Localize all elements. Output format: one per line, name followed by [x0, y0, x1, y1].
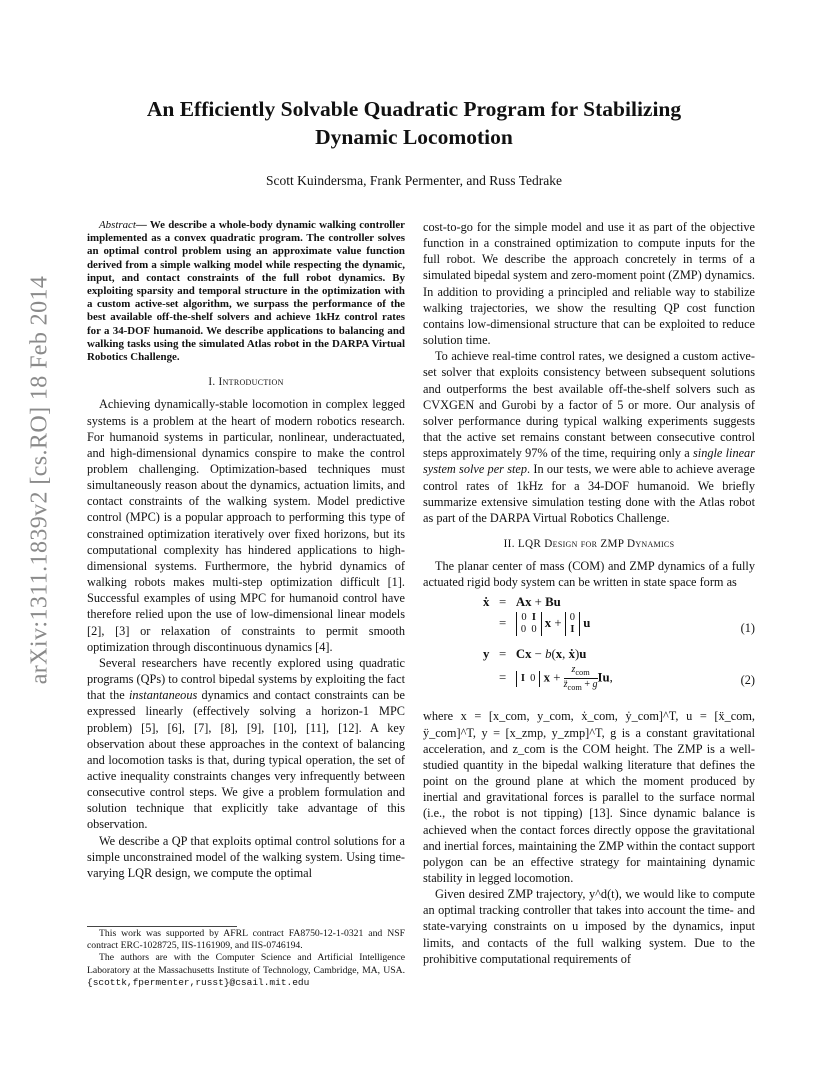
- abstract: [87, 219, 405, 364]
- equation-state-line-2: = 0 I 0 0 x + 0 I u: [483, 612, 591, 636]
- abstract-text: — We describe a whole-body dynamic walking controller implemented as a convex quadratic program. The controller solves an optimal control problem using an approximate value function derived from a simple walking model while respecting the dynamic, input, and contact constraints of the full robot dynamics. By exploiting sparsity and temporal structure in the optimization with a custom active-set algorithm, we surpass the performance of the best available off-the-shelf solvers and achieve 1kHz control rates for a 34-DOF humanoid. We describe applications to balancing and walking tasks using the simulated Atlas robot in the DARPA Virtual Robotics Challenge.: [87, 219, 405, 364]
- left-column: [87, 219, 405, 881]
- paper-title: [60, 95, 768, 151]
- lqr-paragraph-2: where x = [x_com, y_com, ẋ_com, ẏ_com]^T, u = [ẍ_com, ÿ_com]^T, y = [x_zmp, y_zmp]^T, g is a constant gravitational acceleration, and z_com is the COM height. The ZMP is a well-studied quantity in the bipedal walking literature that defines the point on the ground plane at which the moment produced by inertial and gravitational forces is parallel to the surface normal (i.e., the robot is not tipping) [13]. Since dynamic balance is achieved when the contact forces directly oppose the gravitational and inertial forces, maintaining the ZMP within the contact support polygon can be an effective strategy for maintaining dynamic stability in legged locomotion.: [423, 709, 755, 885]
- arxiv-watermark: [26, 275, 53, 685]
- footnotes: [87, 928, 405, 989]
- right-paragraph-2: To achieve real-time control rates, we designed a custom active-set solver that exploits consistency between subsequent solutions and outperforms the best available off-the-shelf solvers such as CVXGEN and Gurobi by a factor of 5 or more. Our analysis of solver performance during typical walking experiments suggests that the active set remains constant between consecutive control steps approximately 97% of the time, requiring only a single linear system solve per step. In our tests, we were able to achieve average control rates of 1kHz for a 34-DOF humanoid. We briefly summarize extensive simulation testing done with the Atlas robot as part of the DARPA Virtual Robotics Challenge.: [423, 349, 755, 525]
- equation-block: [423, 592, 755, 704]
- right-column: [423, 219, 755, 967]
- equation-number-2: (2): [740, 673, 755, 688]
- section-heading-introduction: I. Introduction: [208, 376, 284, 389]
- title-line-1: An Efficiently Solvable Quadratic Program for Stabilizing: [146, 97, 682, 121]
- footnote-affiliation: The authors are with the Computer Science and Artificial Intelligence Laboratory at the Massachusetts Institute of Technology, Cambridge, MA, USA. {scottk,fpermenter,russt}@csail.mit.edu: [87, 952, 405, 988]
- title-line-2: Dynamic Locomotion: [315, 125, 513, 149]
- equation-output-line-2: = I 0 x + $\frac{z_{com}}{z̈_{com} + g}$ Iu,: [483, 664, 613, 693]
- intro-paragraph-3: We describe a QP that exploits optimal control solutions for a simple unconstrained model of the walking system. Using time-varying LQR design, we compute the optimal: [87, 833, 405, 880]
- footnote-funding: This work was supported by AFRL contract FA8750-12-1-0321 and NSF contract ERC-1028725, IIS-1161909, and IIS-0746194.: [87, 928, 405, 952]
- author-list: Scott Kuindersma, Frank Permenter, and Russ Tedrake: [266, 173, 562, 188]
- equation-number-1: (1): [740, 621, 755, 636]
- footnote-rule: [87, 926, 237, 927]
- right-paragraph-1: cost-to-go for the simple model and use it as part of the objective function in a constrained optimization to compute inputs for the full robot. We describe the approach concretely in terms of a simulated bipedal system and zero-moment point (ZMP) dynamics. In addition to providing a principled and reliable way to stabilize walking trajectories, we show the resulting QP cost function contains low-dimensional structure that can be exploited to reduce solution time.: [423, 220, 755, 348]
- arxiv-id: arXiv:1311.1839v2 [cs.RO] 18 Feb 2014: [26, 275, 53, 685]
- abstract-label: Abstract: [99, 219, 136, 231]
- equation-state-line-1: ẋ = Ax + Bu: [483, 595, 561, 610]
- intro-paragraph-1: Achieving dynamically-stable locomotion in complex legged systems is a problem at the heart of modern robotics research. For humanoid systems in particular, nonlinear, underactuated, and high-dimensional dynamics conspire to make the control problem challenging. Optimization-based techniques must simultaneously reason about the dynamics, actuation limits, and contact constraints of the walking system. Model predictive control (MPC) is a popular approach to performing this type of constrained optimization iteratively over fixed horizons, but its computational complexity has hindered applications to high-dimensional systems. Furthermore, the hybrid dynamics of walking robots makes multi-step optimization difficult [1]. Successful examples of using MPC for humanoid control have therefore relied upon the use of low-dimensional linear models [2], [3] or relaxation of constraints to permit smooth optimization through discontinuous dynamics [4].: [87, 397, 405, 654]
- equation-output-line-1: y = Cx − b(x, ẋ)u: [483, 647, 587, 662]
- lqr-paragraph-3: Given desired ZMP trajectory, y^d(t), we would like to compute an optimal tracking controller that takes into account the time- and state-varying constraints on u imposed by the dynamics, input limits, and contacts of the full walking system. Due to the prohibitive computational requirements of: [423, 887, 755, 966]
- lqr-paragraph-1: The planar center of mass (COM) and ZMP dynamics of a fully actuated rigid body system can be written in state space form as: [423, 559, 755, 590]
- intro-paragraph-2: Several researchers have recently explored using quadratic programs (QPs) to control bipedal systems by exploiting the fact that the instantaneous dynamics and contact constraints can be expressed linearly (effectively solving a horizon-1 MPC problem) [5], [6], [7], [8], [9], [10], [11], [12]. A key observation about these approaches in the context of balancing and locomotion tasks is that, during typical operation, the set of active inequality constraints changes very infrequently between consecutive control steps. We give a problem formulation and solution technique that explicitly take advantage of this observation.: [87, 655, 405, 832]
- footnote-email: {scottk,fpermenter,russt}@csail.mit.edu: [87, 976, 310, 988]
- section-heading-lqr: II. LQR Design for ZMP Dynamics: [503, 537, 675, 550]
